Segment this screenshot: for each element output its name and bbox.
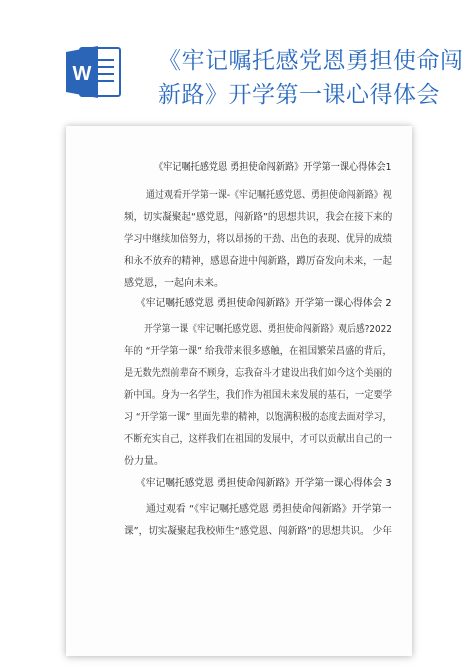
document-page [66,126,412,656]
section-heading: 《牢记嘱托感党恩 勇担使命闯新路》开学第一课心得体会1 [154,162,392,173]
paragraph-line: 通过观看开学第一课-《牢记嘱托感党恩、勇担使命闯新路》视 [146,190,392,201]
paragraph-line: 不断充实自己，这样我们在祖国的发展中，才可以贡献出自己的一 [124,434,392,445]
word-icon-letter: W [72,63,92,85]
document-title-line-1: 《牢记嘱托感党恩勇担使命闯 [158,48,464,74]
paragraph-line: 开学第一课《牢记嘱托感党恩、勇担使命闯新路》观后感?2022 [144,324,392,335]
paragraph-line: 习 “开学第一课” 里面先辈的精神，以饱满积极的态度去面对学习， [124,412,392,423]
paragraph-line: 学习中继续加倍努力，将以昂扬的干劲、出色的表现、优异的成绩 [124,234,392,245]
paragraph-line: 感党恩，一起向未来。 [124,278,224,289]
paragraph-line: 是无数先烈前辈奋不顾身，忘我奋斗才建设出我们如今这个美丽的 [124,368,392,379]
word-document-icon [64,44,122,100]
paragraph-line: 份力量。 [124,456,164,467]
paragraph-line: 新中国。身为一名学生，我们作为祖国未来发展的基石，一定要学 [124,390,392,401]
paragraph-line: 频，切实凝聚起“感党恩，闯新路”的思想共识，我会在接下来的 [124,212,393,223]
paragraph-line: 通过观看 “《牢记嘱托感党恩 勇担使命闯新路》开学第一 [146,504,392,515]
paragraph-line: 年的 “开学第一课” 给我带来很多感触，在祖国繁荣昌盛的背后， [124,346,392,357]
header [0,0,474,125]
section-heading: 《牢记嘱托感党恩 勇担使命闯新路》开学第一课心得体会 3 [136,478,392,489]
document-title-line-2: 新路》开学第一课心得体会 [158,82,440,108]
paragraph-line: 和永不放弃的精神，感恩奋进中闯新路，蹲厉奋发向未来，一起 [124,256,392,267]
paragraph-line: 课”，切实凝聚起我校师生“感党恩、闯新路”的思想共识。 少年 [124,526,392,537]
section-heading: 《牢记嘱托感党恩 勇担使命闯新路》开学第一课心得体会 2 [136,298,392,309]
